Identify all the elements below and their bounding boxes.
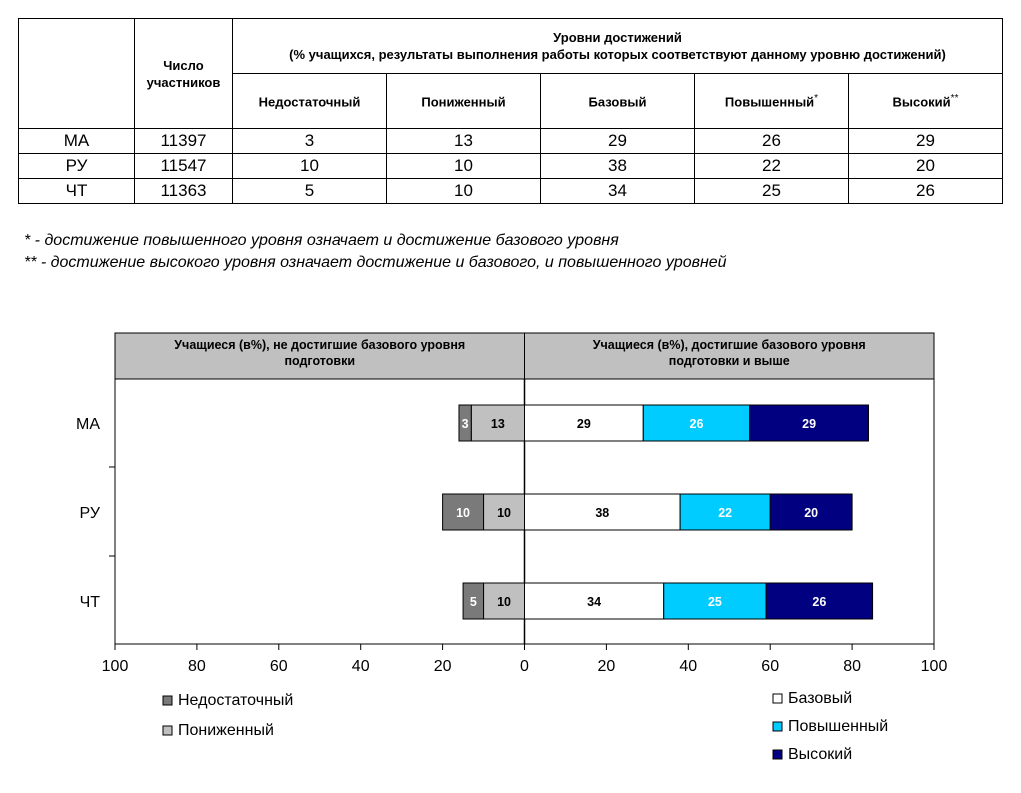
x-tick-label: 60 — [269, 658, 288, 675]
value-cell: 29 — [849, 129, 1003, 154]
chart-header-left-text: Учащиеся (в%), не достигшие базового уровня — [174, 338, 466, 352]
level-header-insufficient: Недостаточный — [233, 74, 387, 129]
bar-value-label: 5 — [469, 595, 477, 609]
bar-value-label: 10 — [497, 595, 511, 609]
legend-label: Недостаточный — [178, 692, 294, 709]
x-tick-label: 40 — [679, 658, 698, 675]
row-label: РУ — [19, 154, 135, 179]
bar-value-label: 34 — [587, 595, 602, 609]
x-tick-label: 100 — [920, 658, 948, 675]
x-tick-label: 0 — [520, 658, 529, 675]
bar-value-label: 10 — [497, 506, 511, 520]
bar-value-label: 29 — [802, 417, 817, 431]
legend-swatch — [773, 694, 782, 703]
level-header-high: Высокий** — [849, 74, 1003, 129]
legend-swatch — [773, 722, 782, 731]
bar-value-label: 13 — [490, 417, 505, 431]
value-cell: 38 — [541, 154, 695, 179]
row-label: ЧТ — [19, 179, 135, 204]
level-header-basic: Базовый — [541, 74, 695, 129]
value-cell: 3 — [233, 129, 387, 154]
bar-value-label: 26 — [812, 595, 827, 609]
participants-cell: 11363 — [135, 179, 233, 204]
value-cell: 5 — [233, 179, 387, 204]
value-cell: 22 — [695, 154, 849, 179]
footnote: * - достижение повышенного уровня означает и достижение базового уровня — [24, 232, 619, 249]
x-tick-label: 40 — [351, 658, 370, 675]
x-tick-label: 80 — [188, 658, 206, 675]
category-label: РУ — [79, 505, 100, 522]
participants-header: Число участников — [135, 19, 233, 129]
bar-value-label: 10 — [456, 506, 471, 520]
level-header-reduced: Пониженный — [387, 74, 541, 129]
bar-value-label: 22 — [718, 506, 733, 520]
value-cell: 13 — [387, 129, 541, 154]
value-cell: 10 — [387, 179, 541, 204]
bar-value-label: 25 — [707, 595, 722, 609]
category-label: ЧТ — [79, 594, 100, 611]
legend-label: Базовый — [788, 690, 853, 707]
value-cell: 25 — [695, 179, 849, 204]
x-tick-label: 20 — [433, 658, 452, 675]
value-cell: 26 — [849, 179, 1003, 204]
legend-label: Повышенный — [788, 718, 889, 735]
footnote: ** - достижение высокого уровня означает достижение и базового, и повышенного уровней — [24, 254, 727, 271]
row-label: МА — [19, 129, 135, 154]
x-tick-label: 100 — [101, 658, 129, 675]
value-cell: 10 — [387, 154, 541, 179]
legend-swatch — [163, 696, 172, 705]
legend-label: Пониженный — [178, 722, 274, 739]
legend-swatch — [163, 726, 172, 735]
levels-header-title: Уровни достижений — [553, 30, 682, 45]
value-cell: 26 — [695, 129, 849, 154]
chart-header-right-text: Учащиеся (в%), достигшие базового уровня — [592, 338, 866, 352]
bar-value-label: 20 — [804, 506, 819, 520]
chart-header-left-text: подготовки — [284, 354, 356, 368]
x-tick-label: 20 — [597, 658, 616, 675]
chart-header-right-text: подготовки и выше — [668, 354, 790, 368]
level-header-elevated: Повышенный* — [695, 74, 849, 129]
value-cell: 34 — [541, 179, 695, 204]
value-cell: 29 — [541, 129, 695, 154]
participants-cell: 11547 — [135, 154, 233, 179]
bar-value-label: 3 — [461, 417, 469, 431]
bar-value-label: 38 — [595, 506, 610, 520]
value-cell: 10 — [233, 154, 387, 179]
bar-value-label: 29 — [576, 417, 591, 431]
participants-cell: 11397 — [135, 129, 233, 154]
legend-swatch — [773, 750, 782, 759]
bar-value-label: 26 — [689, 417, 704, 431]
x-tick-label: 80 — [843, 658, 861, 675]
legend-label: Высокий — [788, 746, 853, 763]
levels-header-subtitle: (% учащихся, результаты выполнения работы которых соответствуют данному уровню достижений) — [289, 47, 946, 62]
category-label: МА — [76, 416, 100, 433]
value-cell: 20 — [849, 154, 1003, 179]
x-tick-label: 60 — [761, 658, 780, 675]
